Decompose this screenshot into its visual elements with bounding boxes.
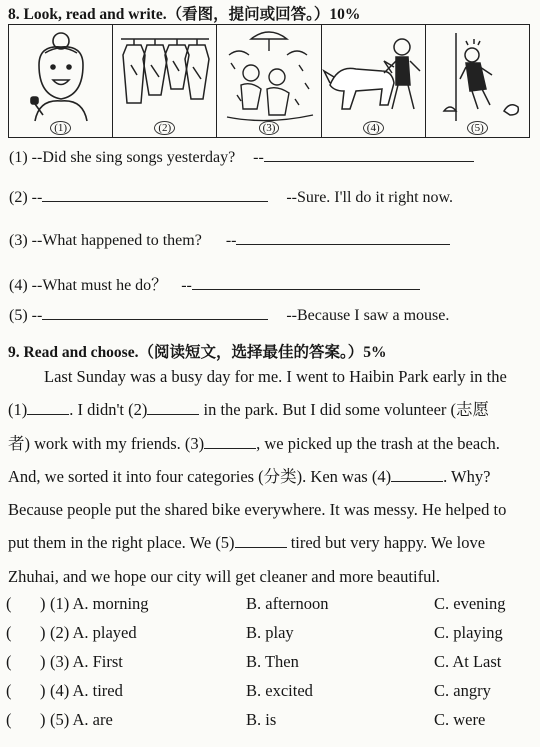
option-5-b[interactable]: B. is <box>246 710 277 729</box>
picture-panel-5 <box>426 25 529 137</box>
question-1-text: (1) --Did she sing songs yesterday? <box>9 149 236 166</box>
panel-label-3: (3) <box>259 121 280 135</box>
option-row-1 <box>6 594 536 622</box>
question-3-dash: -- <box>225 232 237 249</box>
answer-paren-close: ) <box>40 652 46 671</box>
question-5-blank[interactable] <box>42 305 268 320</box>
section-8-title: 8. Look, read and write.（看图，提问或回答。）10% <box>8 6 361 23</box>
option-1-b[interactable]: B. afternoon <box>246 594 329 613</box>
answer-4-blank[interactable] <box>192 275 420 290</box>
panel-label-4: (4) <box>363 121 384 135</box>
panel-label-2: (2) <box>154 121 175 135</box>
answer-paren-open: ( <box>6 594 12 613</box>
answer-3-blank[interactable] <box>236 230 450 245</box>
option-2-a[interactable]: (2) A. played <box>50 623 137 642</box>
option-5-c[interactable]: C. were <box>434 710 486 729</box>
question-1 <box>9 147 474 167</box>
picture-panel-3 <box>217 25 321 137</box>
question-2-blank[interactable] <box>42 187 268 202</box>
blank-3[interactable] <box>204 434 256 449</box>
answer-paren-close: ) <box>40 623 46 642</box>
option-row-2 <box>6 623 536 651</box>
option-4-a[interactable]: (4) A. tired <box>50 681 123 700</box>
passage-line-6: put them in the right place. We (5) tired but very happy. We love <box>8 533 486 553</box>
blank-5[interactable] <box>235 533 287 548</box>
picture-panels <box>8 24 530 138</box>
option-row-5 <box>6 710 536 738</box>
option-4-b[interactable]: B. excited <box>246 681 313 700</box>
passage-line-1: Last Sunday was a busy day for me. I went to Haibin Park early in the <box>44 367 507 386</box>
picture-panel-2 <box>113 25 217 137</box>
passage-line-4: And, we sorted it into four categories (分类). Ken was (4) . Why? <box>8 466 491 486</box>
option-3-a[interactable]: (3) A. First <box>50 652 123 671</box>
question-4 <box>9 272 420 295</box>
question-5-start: (5) -- <box>9 307 43 324</box>
passage-line-2: (1) . I didn't (2) in the park. But I did some volunteer (志愿 <box>8 400 490 420</box>
passage-line-7: Zhuhai, and we hope our city will get cleaner and more beautiful. <box>8 566 441 586</box>
answer-paren-open: ( <box>6 652 12 671</box>
answer-1-blank[interactable] <box>264 147 474 162</box>
section-9-title: 9. Read and choose.（阅读短文，选择最佳的答案。）5% <box>8 344 387 361</box>
answer-paren-close: ) <box>40 681 46 700</box>
question-1-dash: -- <box>253 149 264 166</box>
option-3-b[interactable]: B. Then <box>246 652 299 671</box>
blank-4[interactable] <box>391 467 443 482</box>
answer-paren-open: ( <box>6 681 12 700</box>
option-row-3 <box>6 652 536 680</box>
question-2 <box>9 187 453 207</box>
option-1-a[interactable]: (1) A. morning <box>50 594 149 613</box>
answer-paren-open: ( <box>6 623 12 642</box>
question-5 <box>9 305 449 325</box>
question-3 <box>9 230 450 250</box>
question-2-start: (2) -- <box>9 189 43 206</box>
answer-paren-close: ) <box>40 710 46 729</box>
question-3-text: (3) --What happened to them? <box>9 232 202 249</box>
option-4-c[interactable]: C. angry <box>434 681 491 700</box>
option-2-c[interactable]: C. playing <box>434 623 503 642</box>
panel-label-1: (1) <box>50 121 71 135</box>
option-row-4 <box>6 681 536 709</box>
answer-paren-open: ( <box>6 710 12 729</box>
answer-paren-close: ) <box>40 594 46 613</box>
question-5-answer: --Because I saw a mouse. <box>286 307 450 324</box>
question-4-dash: -- <box>181 277 192 294</box>
option-2-b[interactable]: B. play <box>246 623 294 642</box>
question-2-answer: --Sure. I'll do it right now. <box>286 189 454 206</box>
option-3-c[interactable]: C. At Last <box>434 652 502 671</box>
reading-passage <box>8 360 534 593</box>
blank-2[interactable] <box>147 400 199 415</box>
option-5-a[interactable]: (5) A. are <box>50 710 113 729</box>
passage-line-5: Because people put the shared bike everywhere. It was messy. He helped to <box>8 500 507 520</box>
blank-1[interactable] <box>27 400 69 415</box>
picture-panel-4 <box>322 25 426 137</box>
panel-label-5: (5) <box>467 121 488 135</box>
option-1-c[interactable]: C. evening <box>434 594 506 613</box>
passage-line-3: 者) work with my friends. (3) , we picked up the trash at the beach. <box>8 433 500 453</box>
picture-panel-1 <box>9 25 113 137</box>
question-4-text: (4) --What must he do？ <box>9 277 168 294</box>
